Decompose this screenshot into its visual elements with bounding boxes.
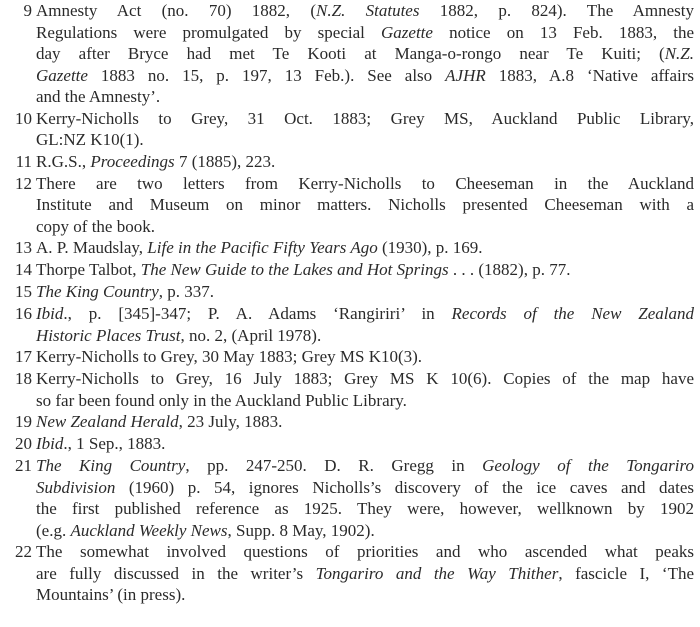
text-run: so far been found only in the Auckland Public Library.	[36, 390, 407, 410]
endnote-line	[36, 43, 694, 65]
endnote-line	[36, 237, 694, 259]
text-run: GL:NZ K10(1).	[36, 130, 144, 149]
endnote-text	[36, 281, 694, 303]
italic-title: Geology of the Tongariro	[482, 456, 694, 475]
text-run: A. P. Maudslay,	[36, 238, 148, 257]
endnote-9	[0, 0, 700, 108]
text-run: ., p. [345]-347; P. A. Adams ‘Rangiriri’ in	[63, 304, 452, 323]
endnote-line	[36, 520, 694, 542]
text-run: Kerry-Nicholls to Grey, 16 July 1883; Grey MS K 10(6). Copies of the map have	[36, 369, 694, 388]
italic-title: Ibid	[36, 304, 64, 323]
endnote-text	[36, 108, 694, 151]
endnote-line	[36, 86, 694, 108]
endnote-line	[36, 108, 694, 130]
endnote-line	[36, 390, 694, 412]
endnote-line	[36, 368, 694, 390]
endnote-line	[36, 584, 694, 606]
text-run: copy of the book.	[36, 216, 155, 236]
italic-title: The New Guide to the Lakes and Hot Springs	[140, 260, 449, 279]
endnote-line	[36, 0, 694, 22]
text-run: (1960) p. 54, ignores Nicholls’s discovery of the ice caves and dates	[115, 477, 694, 497]
endnote-text	[36, 368, 694, 411]
text-run: 1882, p. 824). The Amnesty	[419, 1, 694, 20]
text-run: Kerry-Nicholls to Grey, 31 Oct. 1883; Grey MS, Auckland Public Library,	[36, 108, 694, 128]
text-run: Institute and Museum on minor matters. Nicholls presented Cheeseman with a	[36, 195, 694, 214]
endnote-line	[36, 259, 694, 281]
endnote-number: 14	[15, 260, 32, 279]
endnote-line	[36, 541, 694, 563]
italic-title: Life in the Pacific Fifty Years Ago	[147, 238, 378, 257]
endnote-line	[36, 173, 694, 195]
endnote-text	[36, 237, 694, 259]
endnote-number: 11	[15, 151, 32, 171]
endnote-number: 9	[23, 1, 32, 20]
endnote-text	[36, 151, 694, 173]
endnote-text	[36, 173, 694, 238]
endnote-text	[36, 411, 694, 433]
text-run: , fascicle I, ‘The	[558, 563, 694, 583]
endnote-text	[36, 303, 694, 346]
italic-title: Records of the New Zealand	[451, 304, 695, 323]
text-run: There are two letters from Kerry-Nicholls to Cheeseman in the Auckland	[36, 173, 694, 193]
text-run: the first published reference as 1925. They were, however, wellknown by 1902	[36, 499, 694, 518]
endnote-text	[36, 433, 694, 455]
endnote-line	[36, 346, 694, 368]
text-run: R.G.S.,	[36, 151, 91, 171]
text-run: Mountains’ (in press).	[36, 585, 186, 604]
italic-title: New Zealand Herald	[36, 412, 179, 431]
endnote-number: 12	[15, 173, 32, 193]
endnote-line	[36, 22, 694, 44]
endnote-line	[36, 194, 694, 216]
endnote-text	[36, 346, 694, 368]
endnote-line	[36, 281, 694, 303]
endnote-22	[0, 541, 700, 606]
text-run: (e.g.	[36, 520, 71, 540]
text-run: Regulations were promulgated by special	[36, 22, 381, 42]
endnote-number: 17	[15, 347, 32, 366]
endnote-13	[0, 237, 700, 259]
endnote-number: 19	[15, 412, 32, 431]
endnote-number: 13	[15, 238, 32, 257]
endnote-12	[0, 173, 700, 238]
endnote-17	[0, 346, 700, 368]
endnote-21	[0, 455, 700, 541]
endnote-text	[36, 541, 694, 606]
text-run: and the Amnesty’.	[36, 87, 161, 106]
italic-title: Proceedings	[90, 151, 175, 171]
endnote-line	[36, 498, 694, 520]
text-run: (1930), p. 169.	[377, 238, 483, 257]
endnote-text	[36, 0, 694, 108]
text-run: 7 (1885), 223.	[174, 151, 276, 171]
italic-title: Subdivision	[36, 477, 116, 497]
text-run: are fully discussed in the writer’s	[36, 563, 316, 583]
endnote-number: 10	[15, 108, 32, 128]
text-run: 1883, A.8 ‘Native affairs	[485, 65, 694, 85]
endnote-line	[36, 563, 694, 585]
endnote-line	[36, 65, 694, 87]
endnote-11	[0, 151, 700, 173]
endnote-line	[36, 477, 694, 499]
text-run: , no. 2, (April 1978).	[180, 325, 322, 345]
italic-title: N.Z.	[664, 44, 694, 63]
endnote-number: 20	[15, 434, 32, 453]
text-run: 1883 no. 15, p. 197, 13 Feb.). See also	[87, 65, 446, 85]
endnote-15	[0, 281, 700, 303]
endnote-number: 21	[15, 456, 32, 475]
endnote-line	[36, 151, 694, 173]
endnote-number: 16	[15, 304, 32, 323]
endnote-line	[36, 325, 694, 347]
text-run: day after Bryce had met Te Kooti at Manga-o-rongo near Te Kuiti; (	[36, 44, 665, 63]
endnote-line	[36, 129, 694, 151]
endnote-number: 15	[15, 282, 32, 301]
text-run: , 23 July, 1883.	[178, 412, 283, 431]
endnote-text	[36, 259, 694, 281]
endnote-line	[36, 303, 694, 325]
italic-title: Tongariro and the Way Thither	[315, 563, 559, 583]
text-run: , p. 337.	[158, 282, 215, 301]
text-run: , Supp. 8 May, 1902).	[227, 520, 375, 540]
italic-title: AJHR	[445, 65, 486, 85]
endnote-14	[0, 259, 700, 281]
italic-title: Gazette	[36, 65, 88, 85]
endnote-19	[0, 411, 700, 433]
italic-title: The King Country	[36, 456, 186, 475]
endnote-10	[0, 108, 700, 151]
endnote-number: 22	[15, 542, 32, 561]
endnote-line	[36, 433, 694, 455]
endnote-line	[36, 455, 694, 477]
text-run: The somewhat involved questions of priorities and who ascended what peaks	[36, 542, 694, 561]
endnote-line	[36, 216, 694, 238]
text-run: ., 1 Sep., 1883.	[63, 434, 166, 453]
italic-title: Ibid	[36, 434, 64, 453]
italic-title: The King Country	[36, 282, 159, 301]
endnote-text	[36, 455, 694, 541]
endnote-18	[0, 368, 700, 411]
text-run: notice on 13 Feb. 1883, the	[432, 22, 694, 42]
endnote-line	[36, 411, 694, 433]
text-run: Thorpe Talbot,	[36, 260, 141, 279]
endnote-20	[0, 433, 700, 455]
italic-title: Gazette	[381, 22, 433, 42]
text-run: , pp. 247-250. D. R. Gregg in	[185, 456, 483, 475]
italic-title: Auckland Weekly News	[70, 520, 228, 540]
text-run: Kerry-Nicholls to Grey, 30 May 1883; Grey MS K10(3).	[36, 347, 423, 366]
text-run: Amnesty Act (no. 70) 1882, (	[36, 1, 317, 20]
endnote-16	[0, 303, 700, 346]
italic-title: N.Z. Statutes	[316, 1, 420, 20]
text-run: . . . (1882), p. 77.	[448, 260, 571, 279]
endnote-number: 18	[15, 369, 32, 388]
italic-title: Historic Places Trust	[36, 325, 181, 345]
